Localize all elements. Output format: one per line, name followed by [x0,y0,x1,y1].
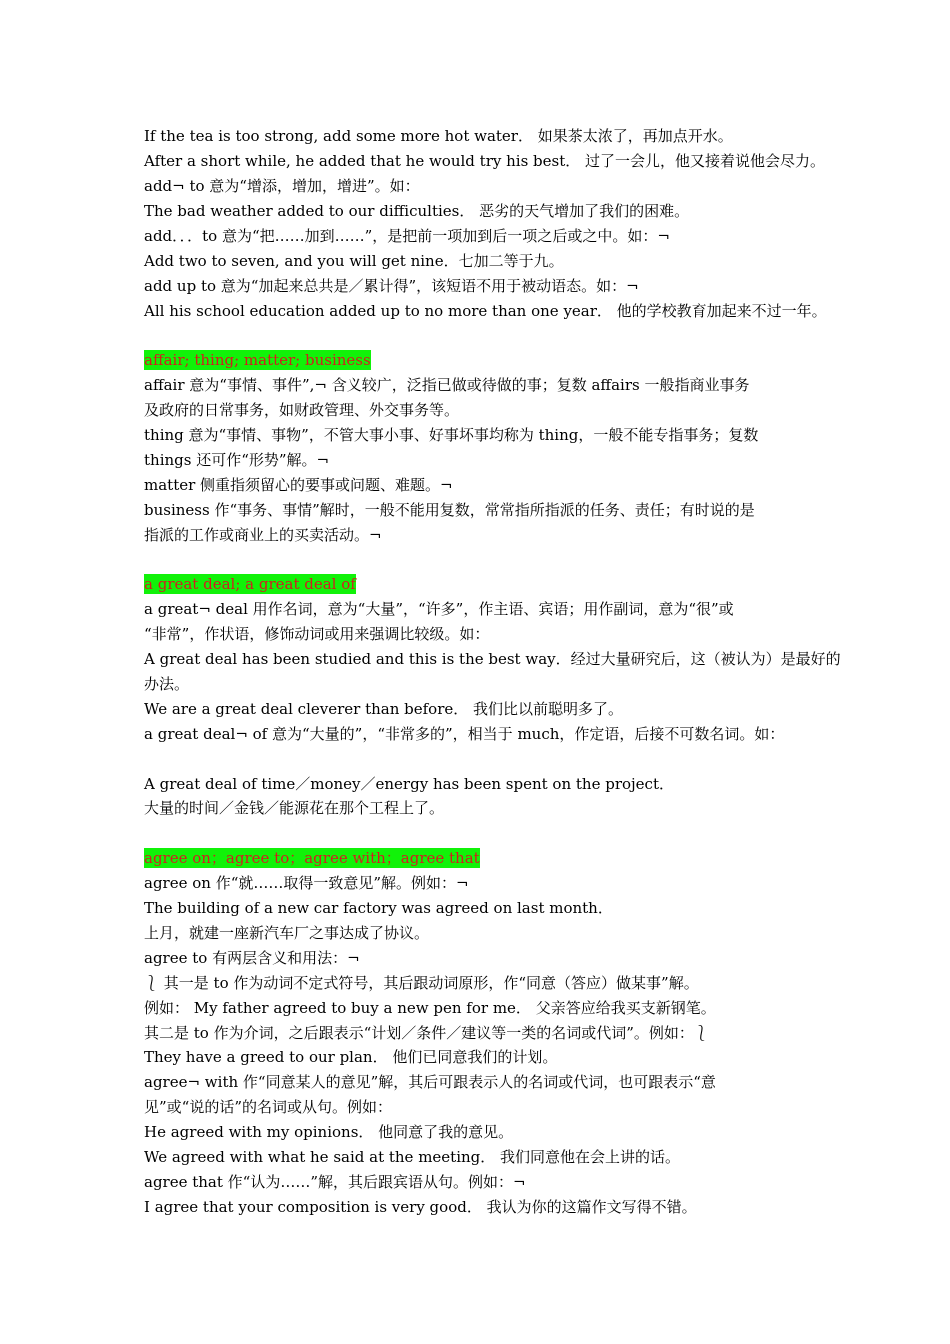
text-line: ⎱ 其一是 to 作为动词不定式符号，其后跟动词原形，作“同意（答应）做某事”解。 [144,974,699,992]
text-line: a great¬ deal 用作名词，意为“大量”，“许多”，作主语、宾语；用作副词，意为“很”或 [144,600,734,618]
text-line: 指派的工作或商业上的买卖活动。¬ [144,526,382,544]
text-line: After a short while, he added that he would try his best． 过了一会儿，他又接着说他会尽力。 [144,152,826,170]
text-line: 大量的时间／金钱／能源花在那个工程上了。 [144,799,445,817]
text-line: He agreed with my opinions． 他同意了我的意见。 [144,1123,514,1141]
text-line: “非常”，作状语，修饰动词或用来强调比较级。如： [144,625,490,643]
text-line: They have a greed to our plan． 他们已同意我们的计划。 [144,1048,558,1066]
text-line: 及政府的日常事务，如财政管理、外交事务等。 [144,401,460,419]
text-line: matter 侧重指须留心的要事或问题、难题。¬ [144,476,453,494]
text-line: A great deal has been studied and this is the best way．经过大量研究后，这（被认为）是最好的 [144,650,841,668]
text-line: agree¬ with 作“同意某人的意见”解，其后可跟表示人的名词或代词，也可跟表示“意 [144,1073,716,1091]
text-line: 见”或“说的话”的名词或从句。例如： [144,1098,393,1116]
section-heading-agree: agree on；agree to；agree with；agree that [144,849,480,867]
text-line: affair 意为“事情、事件”,¬ 含义较广，泛指已做或待做的事；复数 affairs 一般指商业事务 [144,376,750,394]
text-line: thing 意为“事情、事物”，不管大事小事、好事坏事均称为 thing，一般不能专指事务；复数 [144,426,759,444]
section-heading-line [144,350,371,370]
section-heading-great-deal: a great deal; a great deal of [144,575,356,593]
text-line: 其二是 to 作为介词，之后跟表示“计划／条件／建议等一类的名词或代词”。例如：⎱ [144,1024,709,1042]
text-line: agree on 作“就……取得一致意见”解。例如：¬ [144,874,469,892]
text-line: The bad weather added to our difficulties． 恶劣的天气增加了我们的困难。 [144,202,690,220]
section-heading-line [144,574,356,594]
text-line: things 还可作“形势”解。¬ [144,451,330,469]
text-line: 办法。 [144,675,190,693]
text-line: The building of a new car factory was agreed on last month． [144,899,613,917]
section-heading-line [144,848,480,868]
text-line: a great deal¬ of 意为“大量的”，“非常多的”，相当于 much，作定语，后接不可数名词。如： [144,725,785,743]
text-line: 例如： My father agreed to buy a new pen for me． 父亲答应给我买支新钢笔。 [144,999,716,1017]
text-line: A great deal of time／money／energy has been spent on the project． [144,775,674,793]
text-line: We are a great deal cleverer than before． 我们比以前聪明多了。 [144,700,624,718]
text-line: add．．．to 意为“把……加到……”，是把前一项加到后一项之后或之中。如：¬ [144,227,670,245]
text-line: business 作“事务、事情”解时，一般不能用复数，常常指所指派的任务、责任；有时说的是 [144,501,755,519]
text-line: 上月，就建一座新汽车厂之事达成了协议。 [144,924,430,942]
text-line: agree to 有两层含义和用法：¬ [144,949,360,967]
text-line: Add two to seven, and you will get nine．七加二等于九。 [144,252,564,270]
text-line: If the tea is too strong, add some more hot water． 如果茶太浓了，再加点开水。 [144,127,733,145]
text-line: add¬ to 意为“增添，增加，增进”。如： [144,177,420,195]
text-line: add up to 意为“加起来总共是／累计得”，该短语不用于被动语态。如：¬ [144,277,639,295]
text-line: I agree that your composition is very good． 我认为你的这篇作文写得不错。 [144,1198,697,1216]
text-line: All his school education added up to no more than one year． 他的学校教育加起来不过一年。 [144,302,827,320]
section-heading-affair: affair; thing; matter; business [144,351,371,369]
text-line: We agreed with what he said at the meeting． 我们同意他在会上讲的话。 [144,1148,681,1166]
text-line: agree that 作“认为……”解，其后跟宾语从句。例如：¬ [144,1173,526,1191]
